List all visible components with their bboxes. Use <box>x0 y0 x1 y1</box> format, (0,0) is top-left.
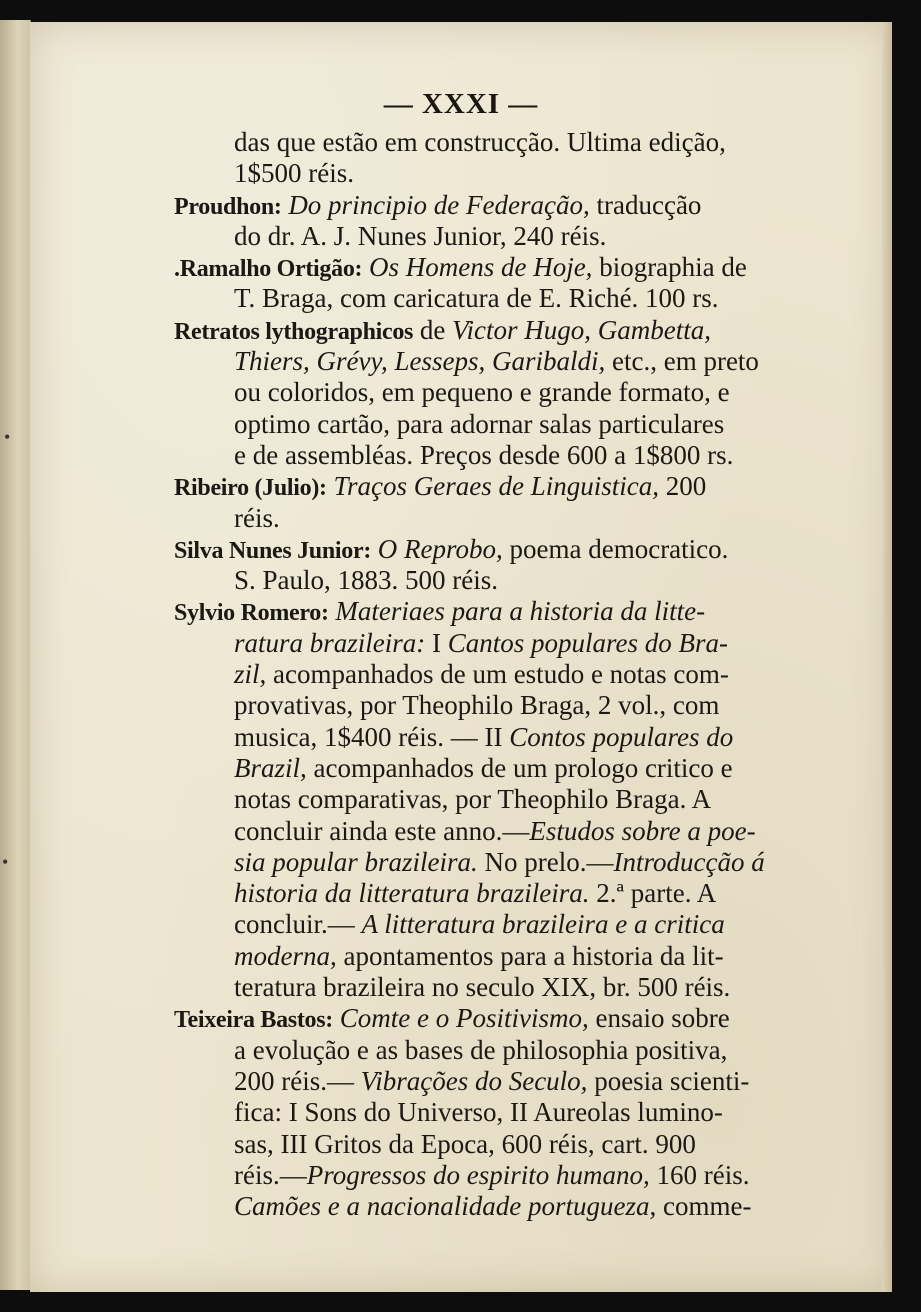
title-text: zil, <box>234 659 267 690</box>
text-run <box>333 1003 340 1033</box>
text-line <box>174 158 786 189</box>
text-run: comme- <box>656 1191 752 1222</box>
text-run: notas comparativas, por Theophilo Braga. A <box>234 784 712 815</box>
text-run: réis.— <box>234 1159 307 1190</box>
text-line <box>174 346 786 377</box>
text-line <box>174 1066 786 1097</box>
title-text: Estudos sobre a poe- <box>529 815 756 846</box>
text-line <box>174 127 786 158</box>
text-line <box>174 1191 786 1222</box>
title-text: Brazil, <box>234 752 307 783</box>
text-line <box>174 252 786 283</box>
title-text: Contos populares do <box>509 721 734 752</box>
margin-mark: • <box>2 852 9 872</box>
text-run: S. Paulo, 1883. 500 réis. <box>234 565 499 596</box>
title-text: Introducção á <box>613 846 765 877</box>
text-line <box>174 1097 786 1128</box>
text-run: provativas, por Theophilo Braga, 2 vol., com <box>234 690 720 721</box>
facing-page-edge <box>0 20 31 1290</box>
text-run: etc., em preto <box>605 346 759 377</box>
text-line <box>174 847 786 878</box>
text-run: poema democratico. <box>502 533 729 564</box>
text-run: ou coloridos, em pequeno e grande formato, e <box>234 377 730 408</box>
text-run: réis. <box>234 502 280 533</box>
text-run: sas, III Gritos da Epoca, 600 réis, cart. 900 <box>234 1128 696 1159</box>
text-run: No prelo.— <box>477 846 614 877</box>
author-name: Teixeira Bastos: <box>174 1007 333 1034</box>
text-run: I <box>425 627 448 658</box>
author-name: Ribeiro (Julio): <box>174 475 327 502</box>
text-run: acompanhados de um prologo critico e <box>306 752 733 783</box>
title-text: moderna, <box>234 940 337 971</box>
text-line <box>174 503 786 534</box>
text-line <box>174 628 786 659</box>
title-text: A litteratura brazileira e a critica <box>361 909 725 940</box>
text-run: de <box>413 314 453 345</box>
page-number: — XXXI — <box>383 88 539 120</box>
title-text: Traços Geraes de Linguistica, <box>333 471 660 502</box>
text-line <box>174 1003 786 1034</box>
text-line <box>174 753 786 784</box>
text-run: a evolução e as bases de philosophia positiva, <box>234 1034 728 1065</box>
author-name: Retratos lythographicos <box>174 318 414 345</box>
title-text: Materiaes para a historia da litte- <box>335 596 706 627</box>
text-line <box>174 972 786 1003</box>
text-line <box>174 471 786 502</box>
text-run: biographia de <box>592 252 747 283</box>
book-page <box>2 22 892 1292</box>
text-line <box>174 1129 786 1160</box>
title-text: Vibrações do Seculo, <box>360 1065 588 1096</box>
author-name: Sylvio Romero: <box>174 600 329 627</box>
text-line <box>174 722 786 753</box>
text-line <box>174 377 786 408</box>
text-run: optimo cartão, para adornar salas particulares <box>234 408 725 439</box>
text-line <box>174 283 786 314</box>
title-text: sia popular brazileira. <box>234 846 478 877</box>
text-run <box>362 252 369 282</box>
text-run: 160 réis. <box>649 1159 750 1190</box>
text-run: teratura brazileira no seculo XIX, br. 500 réis. <box>234 972 731 1003</box>
text-run: concluir.— <box>234 909 362 940</box>
text-line <box>174 315 786 346</box>
text-run: T. Braga, com caricatura de E. Riché. 100 rs. <box>234 283 719 314</box>
text-line <box>174 190 786 221</box>
text-line <box>174 690 786 721</box>
text-run: concluir ainda este anno.— <box>234 815 530 846</box>
page-edge <box>882 22 892 1292</box>
text-line <box>174 659 786 690</box>
text-line <box>174 784 786 815</box>
title-text: Victor Hugo, Gambetta, <box>452 314 712 345</box>
title-text: Os Homens de Hoje, <box>368 252 593 283</box>
title-text: Camões e a nacionalidade portugueza, <box>234 1191 657 1222</box>
text-line <box>174 878 786 909</box>
author-name: Proudhon: <box>174 193 282 220</box>
title-text: Comte e o Positivismo, <box>339 1003 589 1034</box>
text-run: musica, 1$400 réis. — II <box>234 721 510 752</box>
text-line <box>174 941 786 972</box>
text-line <box>174 221 786 252</box>
text-run: 1$500 réis. <box>234 158 354 189</box>
text-line <box>174 596 786 627</box>
text-run <box>371 534 378 564</box>
title-text: historia da litteratura brazileira. <box>234 878 590 909</box>
text-run: e de assembléas. Preços desde 600 a 1$800 rs. <box>234 439 734 470</box>
margin-mark: • <box>4 427 11 447</box>
text-line <box>174 440 786 471</box>
text-run <box>327 471 334 501</box>
text-line <box>174 816 786 847</box>
text-run: traducção <box>589 189 702 220</box>
text-run: acompanhados de um estudo e notas com- <box>266 659 729 690</box>
title-text: Do principio de Federação, <box>288 189 590 220</box>
title-text: ratura brazileira: <box>234 627 426 658</box>
text-line <box>174 1160 786 1191</box>
text-line <box>174 1035 786 1066</box>
title-text: Cantos populares do Bra- <box>447 627 729 658</box>
text-line <box>174 565 786 596</box>
catalogue-text <box>174 127 786 1222</box>
text-run: 200 réis.— <box>234 1065 361 1096</box>
title-text: O Reprobo, <box>377 533 503 564</box>
text-run: do dr. A. J. Nunes Junior, 240 réis. <box>234 220 607 251</box>
author-name: Silva Nunes Junior: <box>174 537 372 564</box>
text-run: ensaio sobre <box>588 1003 730 1034</box>
text-run: das que estão em construcção. Ultima edição, <box>234 127 726 157</box>
text-run: 2.ª parte. A <box>589 878 717 909</box>
text-run: apontamentos para a historia da lit- <box>336 940 724 971</box>
text-run: poesia scienti- <box>587 1065 750 1096</box>
author-name: .Ramalho Ortigão: <box>174 256 363 283</box>
text-run: fica: I Sons do Universo, II Aureolas lumino- <box>234 1097 723 1128</box>
text-line <box>174 409 786 440</box>
text-line <box>174 909 786 940</box>
text-run: 200 <box>659 471 707 502</box>
text-line <box>174 534 786 565</box>
title-text: Thiers, Grévy, Lesseps, Garibaldi, <box>234 346 606 377</box>
title-text: Progressos do espirito humano, <box>306 1159 650 1190</box>
